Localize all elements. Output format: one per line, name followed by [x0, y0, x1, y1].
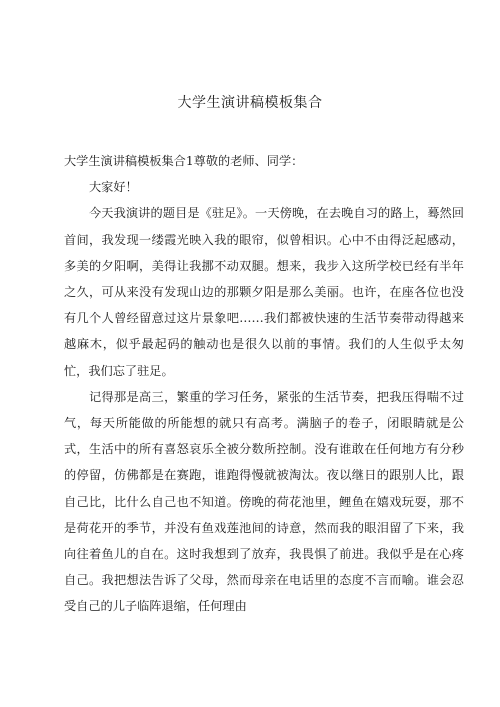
- greeting-line: 大家好！: [89, 180, 138, 195]
- salutation-line: 大学生演讲稿模板集合1尊敬的老师、同学：: [64, 154, 304, 168]
- document-title: 大学生演讲稿模板集合: [177, 95, 323, 111]
- body-paragraph: 今天我演讲的题目是《驻足》。一天傍晚，在去晚自习的路上，蓦然回首间，我发现一缕霞光映入我的眼帘，似曾相识。心中不由得泛起感动，多美的夕阳啊，美得让我挪不动双腿。想来，我步入这所学校已经有半年之久，可从来没有发现山边的那颗夕阳是那么美丽。也许，在座各位也没有几个人曾经留意过这片景象吧……我们都被快速的生活节奏带动得越来越麻木，似乎最起码的触动也是很久以前的事情。我们的人生似乎太匆忙，我们忘了驻足。: [64, 206, 464, 378]
- document-body: [64, 148, 464, 620]
- body-paragraph: 记得那是高三，繁重的学习任务，紧张的生活节奏，把我压得喘不过气，每天所能做的所能想的就只有高考。满脑子的卷子，闭眼睛就是公式，生活中的所有喜怒哀乐全被分数所控制。没有谁敢在任何地方有分秒的停留，仿佛都是在赛跑，谁跑得慢就被淘汰。夜以继日的跟别人比，跟自己比，比什么自己也不知道。傍晚的荷花池里，鲤鱼在嬉戏玩耍，那不是荷花开的季节，并没有鱼戏莲池间的诗意，然而我的眼泪留了下来，我向往着鱼儿的自在。这时我想到了放弃，我畏惧了前进。我似乎是在心疼自己。我把想法告诉了父母，然而母亲在电话里的态度不言而喻。谁会忍受自己的儿子临阵退缩，任何理由: [64, 389, 464, 614]
